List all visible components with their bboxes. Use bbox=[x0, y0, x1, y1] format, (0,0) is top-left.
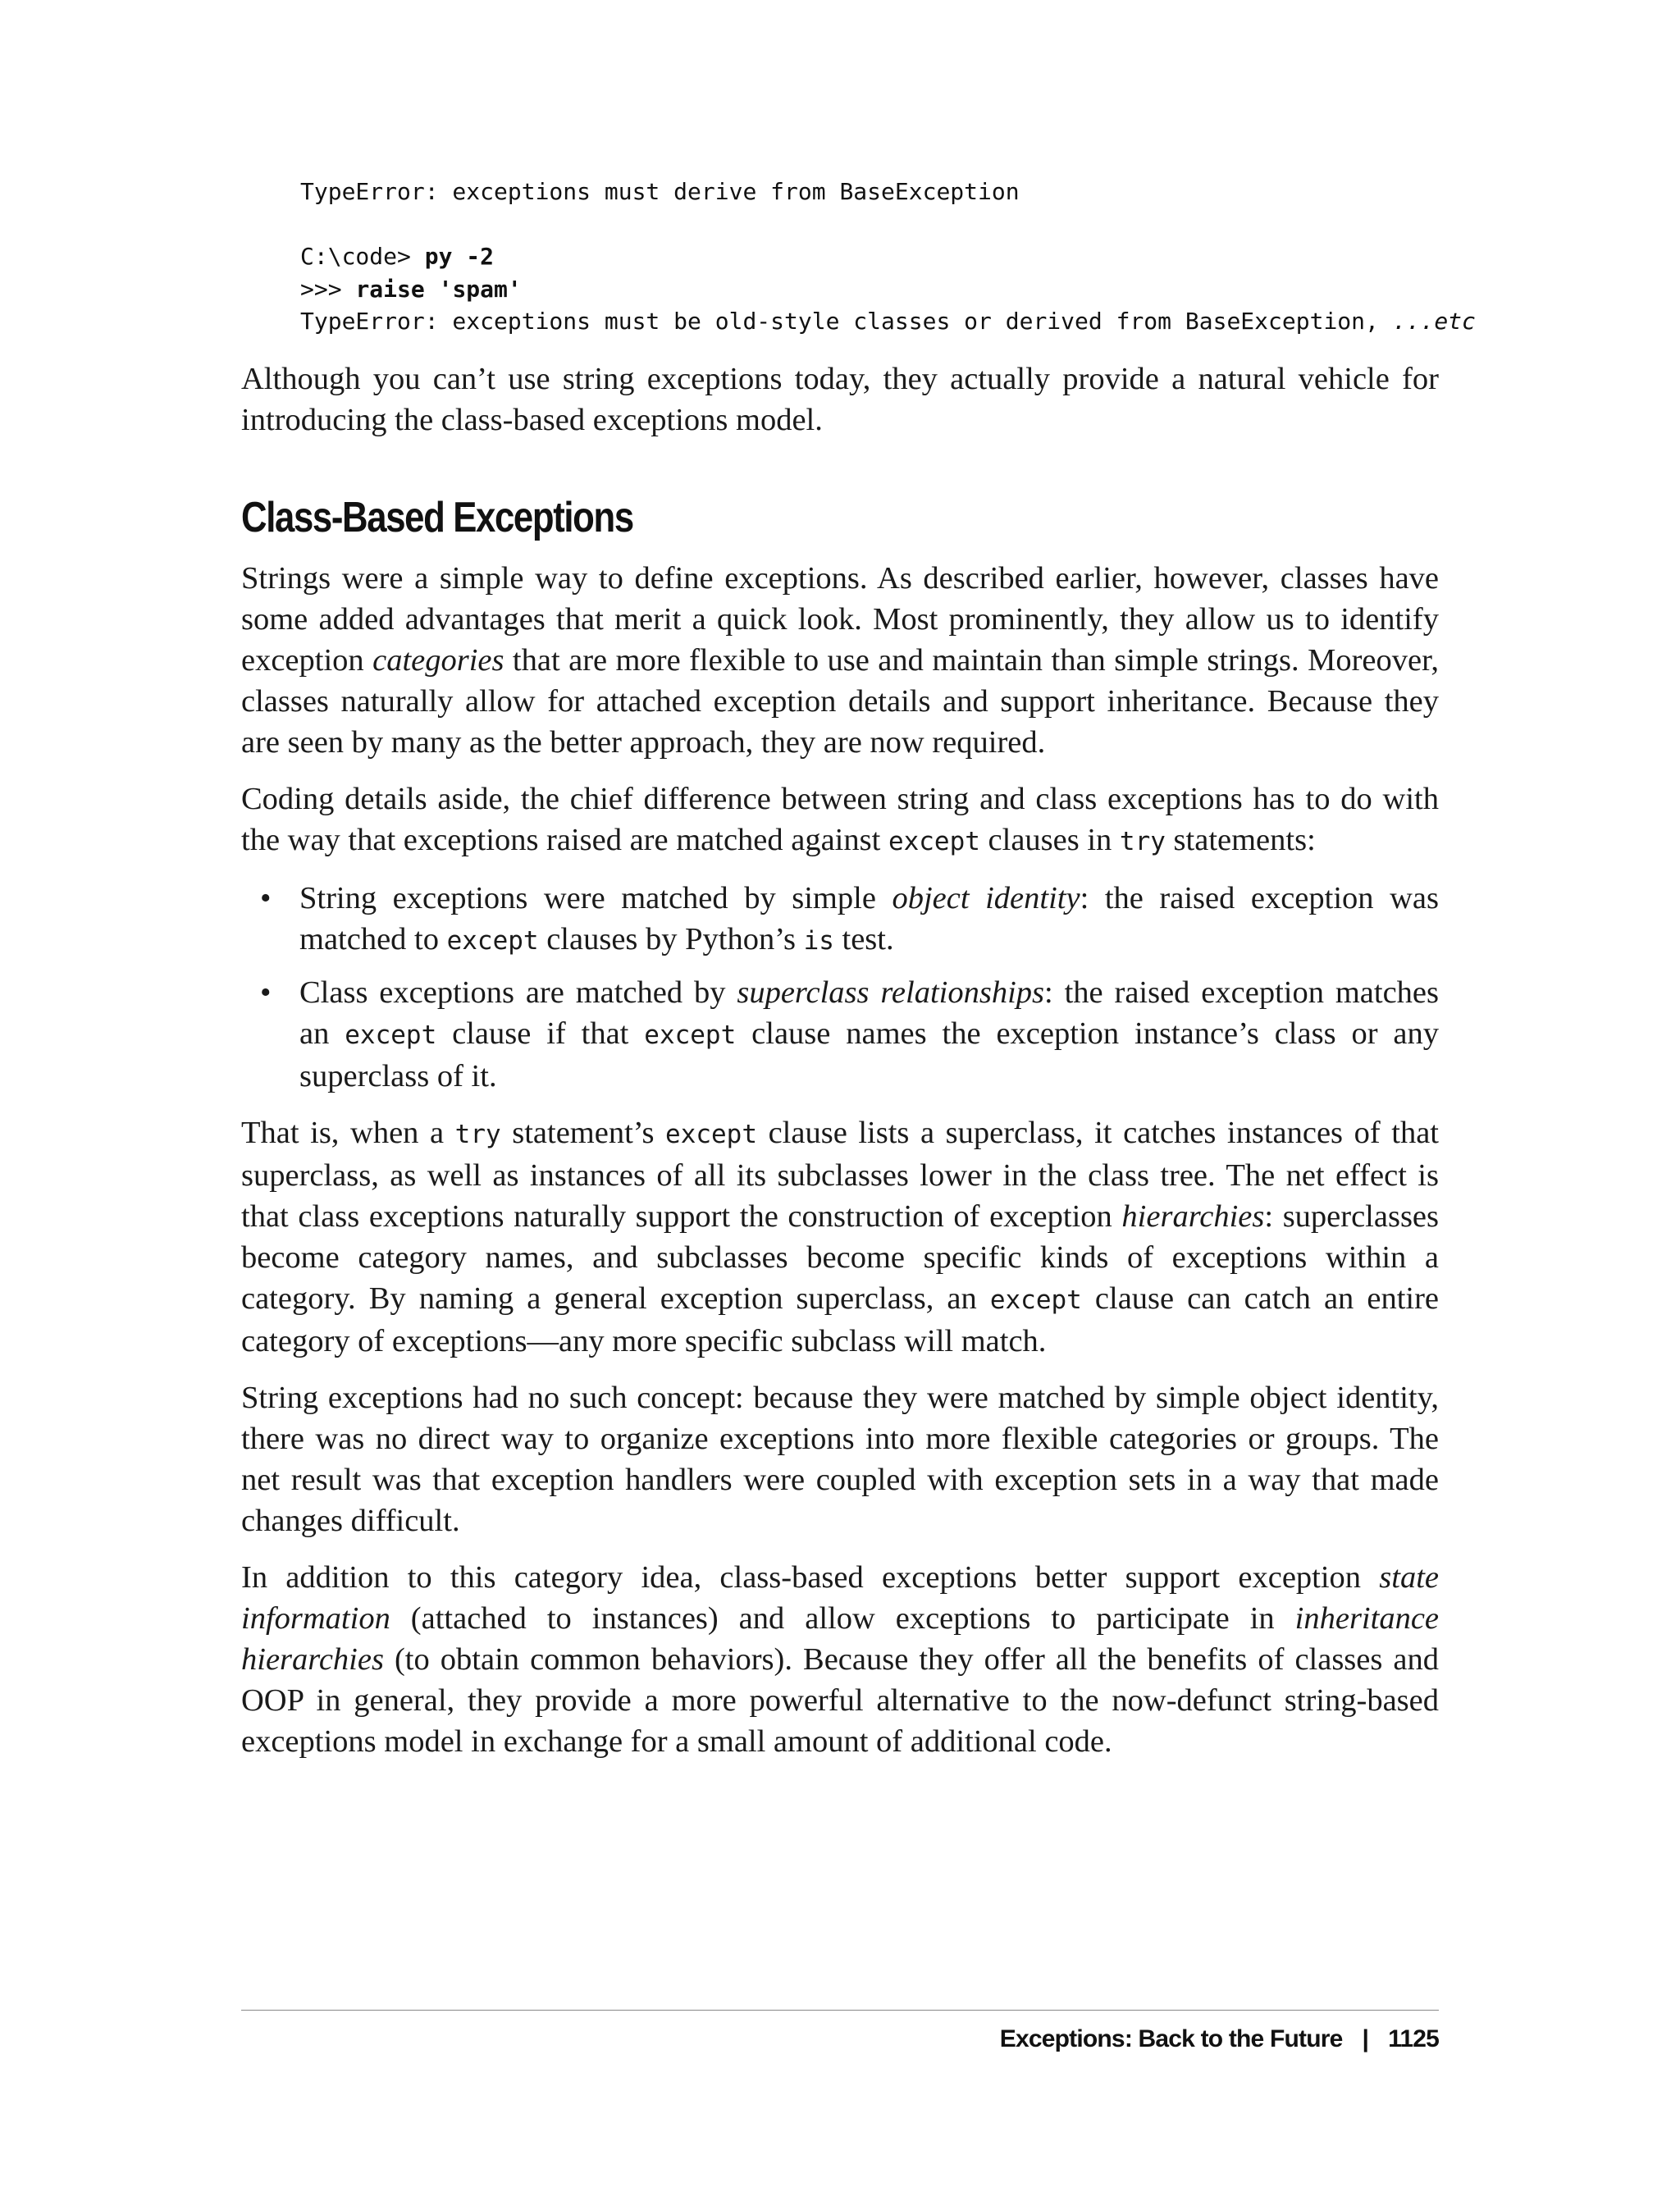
text-run: clause lists a superclass, it catches instances of that superclass, as well as instances of all its subclasses lower in the class tree. The net effect is that class exceptions naturally support the construction of exception bbox=[241, 1116, 1440, 1234]
page-number: 1125 bbox=[1388, 2025, 1439, 2052]
inline-code: except bbox=[665, 1120, 758, 1149]
section-body bbox=[241, 558, 1439, 1778]
text-run: Class exceptions are matched by bbox=[299, 975, 737, 1010]
footer-separator: | bbox=[1362, 2025, 1369, 2052]
running-title: Exceptions: Back to the Future bbox=[999, 2025, 1343, 2052]
inline-code: except bbox=[644, 1020, 737, 1050]
paragraph-3 bbox=[241, 1112, 1439, 1362]
text-run: : the raised exception matches an bbox=[299, 975, 1439, 1051]
paragraph-5 bbox=[241, 1557, 1439, 1762]
text-run: String exceptions were matched by simple bbox=[299, 881, 892, 915]
text-run: That is, when a bbox=[241, 1116, 455, 1150]
text-run: clause can catch an entire category of exceptions—any more specific subclass will match. bbox=[241, 1281, 1440, 1358]
inline-code: except bbox=[989, 1285, 1082, 1315]
text-run: statements: bbox=[1165, 823, 1316, 857]
code-line bbox=[300, 305, 1476, 338]
bullet-item bbox=[260, 972, 1440, 1097]
text-run: statement’s bbox=[500, 1116, 666, 1150]
text-run: (attached to instances) and allow exceptions to participate in bbox=[390, 1601, 1295, 1636]
text-run: : superclasses become category names, and subclasses become specific kinds of exceptions within a category. By naming a general exception superclass, an bbox=[241, 1199, 1439, 1316]
emphasis: object identity bbox=[892, 881, 1080, 915]
code-text: TypeError: exceptions must be old-style classes or derived from BaseException, bbox=[300, 308, 1393, 335]
code-block bbox=[300, 176, 1476, 338]
code-etc: ...etc bbox=[1392, 308, 1476, 335]
text-run: clause if that bbox=[436, 1016, 645, 1051]
text-run: In addition to this category idea, class-based exceptions better support exception bbox=[241, 1560, 1380, 1595]
inline-code: except bbox=[888, 827, 980, 856]
page-footer bbox=[1000, 2023, 1439, 2056]
emphasis: hierarchies bbox=[1121, 1199, 1265, 1234]
text-run: that are more flexible to use and maintain than simple strings. Moreover, classes naturally allow for attached exception details and support inheritance. Because they are seen by many as the better approach, they are now required. bbox=[241, 643, 1439, 760]
inline-code: try bbox=[454, 1120, 501, 1149]
inline-code: try bbox=[1119, 827, 1166, 856]
text-run: Coding details aside, the chief difference between string and class exceptions has to do with the way that exceptions raised are matched against bbox=[241, 782, 1439, 857]
code-line bbox=[300, 176, 1476, 208]
code-command: raise 'spam' bbox=[355, 275, 522, 303]
text-run: : the raised exception was matched to bbox=[299, 881, 1439, 956]
code-blank-line bbox=[300, 208, 1476, 241]
text-run: clauses in bbox=[979, 823, 1120, 857]
code-text: TypeError: exceptions must derive from BaseException bbox=[300, 178, 1020, 205]
bullet-item bbox=[260, 878, 1439, 961]
paragraph-2 bbox=[241, 778, 1439, 862]
text-run: clause names the exception instance’s class or any superclass of it. bbox=[299, 1016, 1440, 1093]
code-prompt: >>> bbox=[300, 275, 356, 303]
section-heading: Class-Based Exceptions bbox=[241, 494, 633, 541]
code-command: py -2 bbox=[424, 243, 495, 270]
bullet-list bbox=[241, 878, 1439, 1097]
emphasis: superclass relationships bbox=[737, 975, 1045, 1010]
intro-text-block bbox=[241, 358, 1439, 456]
inline-code: is bbox=[803, 926, 834, 956]
code-prompt: C:\code> bbox=[300, 243, 425, 270]
inline-code: except bbox=[446, 926, 539, 956]
intro-paragraph: Although you can’t use string exceptions today, they actually provide a natural vehicle for introducing the class-based exceptions model. bbox=[241, 362, 1439, 437]
bullet-dot: • bbox=[260, 881, 272, 915]
text-run: Strings were a simple way to define exceptions. As described earlier, however, classes have some added advantages that merit a quick look. Most prominently, they allow us to identify exception bbox=[241, 561, 1439, 678]
emphasis: state information bbox=[241, 1560, 1439, 1636]
paragraph-4: String exceptions had no such concept: because they were matched by simple object identity, there was no direct way to organize exceptions into more flexible categories or groups. The net result was that exception handlers were coupled with exception sets in a way that made changes difficult. bbox=[241, 1381, 1439, 1538]
footer-rule bbox=[241, 2010, 1439, 2011]
text-run: test. bbox=[833, 922, 894, 956]
text-run: (to obtain common behaviors). Because they offer all the benefits of classes and OOP in general, they provide a more powerful alternative to the now-defunct string-based exceptions model in exchange for a small amount of additional code. bbox=[241, 1642, 1439, 1759]
inline-code: except bbox=[345, 1020, 437, 1050]
text-run: clauses by Python’s bbox=[538, 922, 804, 956]
paragraph-1 bbox=[241, 558, 1439, 763]
code-line bbox=[300, 240, 1476, 273]
emphasis: categories bbox=[372, 643, 504, 678]
code-line bbox=[300, 273, 1476, 306]
emphasis: inheritance hierarchies bbox=[241, 1601, 1439, 1677]
bullet-dot: • bbox=[260, 975, 272, 1010]
